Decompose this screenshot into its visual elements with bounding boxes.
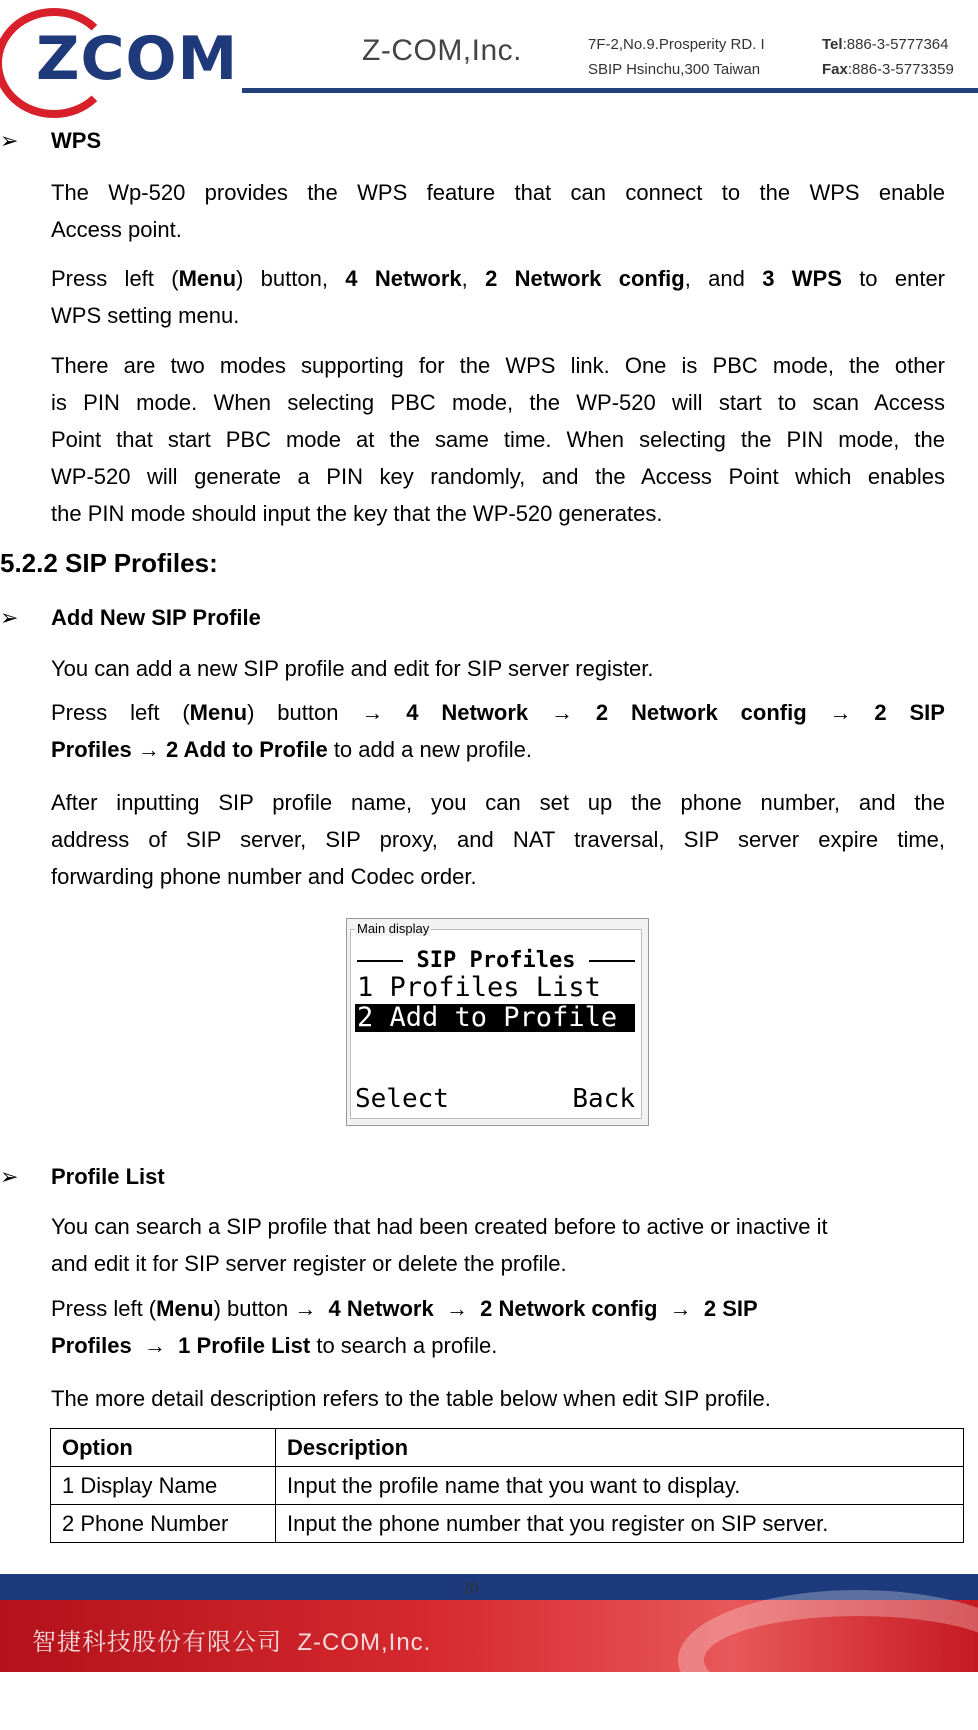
nav-profiles: Profiles bbox=[51, 737, 132, 762]
table-header-row bbox=[51, 1429, 964, 1467]
wps-nav-text: to enter bbox=[841, 266, 946, 291]
footer-company-en: Z-COM,Inc. bbox=[297, 1629, 432, 1656]
table-intro bbox=[51, 1380, 945, 1417]
wps-intro-line-2: Access point. bbox=[51, 217, 182, 242]
add-profile-heading-text: Add New SIP Profile bbox=[51, 605, 261, 630]
fax-label: Fax bbox=[822, 61, 848, 78]
table-row bbox=[51, 1467, 964, 1505]
right-arrow-icon: → bbox=[294, 1296, 317, 1321]
menu-item-add-to-profile[interactable]: 2 Add to Profile bbox=[355, 1004, 635, 1032]
right-arrow-icon: → bbox=[137, 737, 160, 762]
profile-list-heading-text: Profile List bbox=[51, 1164, 165, 1189]
description-cell: Input the profile name that you want to display. bbox=[276, 1467, 964, 1505]
bullet-arrow-icon: ➢ bbox=[0, 1164, 19, 1189]
details-line: address of SIP server, SIP proxy, and NAT traversal, SIP server expire time, bbox=[51, 827, 945, 852]
add-profile-intro-line: You can add a new SIP profile and edit for SIP server register. bbox=[51, 656, 654, 681]
nav-text: Press left ( bbox=[51, 700, 190, 725]
wps-modes-line: There are two modes supporting for the WPS link. One is PBC mode, the other bbox=[51, 353, 945, 378]
zcom-logo bbox=[0, 0, 245, 112]
right-arrow-icon: → bbox=[445, 1296, 468, 1321]
company-address bbox=[588, 32, 765, 82]
nav-text: to search a profile. bbox=[310, 1333, 498, 1358]
wps-nav-text: ) button, bbox=[236, 266, 346, 291]
wps-modes-line: Point that start PBC mode at the same time. When selecting the PIN mode, the bbox=[51, 427, 945, 452]
bullet-arrow-icon: ➢ bbox=[0, 605, 19, 630]
details-line: forwarding phone number and Codec order. bbox=[51, 864, 477, 889]
right-arrow-icon: → bbox=[829, 700, 852, 725]
table-row bbox=[51, 1505, 964, 1543]
tel-number: :886-3-5777364 bbox=[842, 36, 949, 53]
logo-text: ZCOM bbox=[36, 24, 239, 94]
footer-swoosh bbox=[678, 1590, 978, 1730]
softkey-back[interactable]: Back bbox=[572, 1084, 635, 1114]
right-arrow-icon: → bbox=[361, 700, 384, 725]
nav-add-to-profile: 2 Add to Profile bbox=[165, 737, 328, 762]
main-display-figure bbox=[346, 918, 649, 1126]
wps-nav-network: 4 Network bbox=[345, 266, 462, 291]
col-header-description: Description bbox=[276, 1429, 964, 1467]
nav-network: 4 Network bbox=[406, 700, 529, 725]
list-nav-line-1 bbox=[51, 1290, 945, 1327]
option-cell: 1 Display Name bbox=[51, 1467, 276, 1505]
wps-navigation bbox=[51, 260, 945, 334]
right-arrow-icon: → bbox=[669, 1296, 692, 1321]
nav-sip: 2 SIP bbox=[874, 700, 945, 725]
company-contact bbox=[822, 32, 954, 82]
options-table bbox=[50, 1428, 964, 1543]
softkey-select[interactable]: Select bbox=[355, 1084, 449, 1114]
lcd-title-text: SIP Profiles bbox=[416, 948, 576, 973]
wps-nav-text: , and bbox=[684, 266, 763, 291]
nav-network: 4 Network bbox=[328, 1296, 434, 1321]
nav-menu: Menu bbox=[156, 1296, 214, 1321]
footer-company bbox=[32, 1622, 431, 1657]
wps-modes-line: the PIN mode should input the key that the WP-520 generates. bbox=[51, 501, 663, 526]
company-name: Z-COM,Inc. bbox=[362, 34, 522, 67]
tel-label: Tel bbox=[822, 36, 843, 53]
right-arrow-icon: → bbox=[143, 1333, 166, 1358]
profile-list-navigation bbox=[51, 1290, 945, 1364]
address-line-2: SBIP Hsinchu,300 Taiwan bbox=[588, 61, 761, 78]
title-dash bbox=[589, 960, 635, 962]
section-title: 5.2.2 SIP Profiles: bbox=[0, 548, 218, 578]
wps-modes bbox=[51, 347, 945, 532]
nav-network-config: 2 Network config bbox=[480, 1296, 658, 1321]
right-arrow-icon: → bbox=[551, 700, 573, 725]
wps-nav-wps: 3 WPS bbox=[762, 266, 842, 291]
add-nav-line-2 bbox=[51, 731, 945, 768]
page-number: 20 bbox=[462, 1580, 478, 1597]
nav-profile-list: 1 Profile List bbox=[178, 1333, 311, 1358]
wps-modes-line: is PIN mode. When selecting PBC mode, the WP-520 will start to scan Access bbox=[51, 390, 945, 415]
lcd-screen bbox=[355, 948, 637, 1116]
table-intro-line: The more detail description refers to the table below when edit SIP profile. bbox=[51, 1386, 771, 1411]
profile-list-intro bbox=[51, 1208, 945, 1282]
address-line-1: 7F-2,No.9.Prosperity RD. I bbox=[588, 36, 765, 53]
main-display-frame bbox=[350, 929, 642, 1119]
add-nav-line-1 bbox=[51, 694, 945, 731]
page-footer bbox=[0, 1574, 978, 1672]
add-profile-details bbox=[51, 784, 945, 895]
fax-line bbox=[822, 57, 954, 82]
nav-sip: 2 SIP bbox=[703, 1296, 758, 1321]
title-dash bbox=[357, 960, 403, 962]
description-cell: Input the phone number that you register on SIP server. bbox=[276, 1505, 964, 1543]
col-header-option: Option bbox=[51, 1429, 276, 1467]
option-cell: 2 Phone Number bbox=[51, 1505, 276, 1543]
profile-list-intro-line: and edit it for SIP server register or delete the profile. bbox=[51, 1251, 567, 1276]
wps-nav-line-1 bbox=[51, 260, 945, 297]
wps-nav-text: , bbox=[461, 266, 486, 291]
list-nav-line-2 bbox=[51, 1327, 945, 1364]
bullet-arrow-icon: ➢ bbox=[0, 128, 19, 153]
menu-item-profiles-list[interactable]: 1 Profiles List bbox=[357, 972, 601, 1003]
nav-text: to add a new profile. bbox=[327, 737, 532, 762]
nav-text: ) button bbox=[247, 700, 362, 725]
wps-heading-text: WPS bbox=[51, 128, 102, 153]
wps-nav-line-2: WPS setting menu. bbox=[51, 303, 240, 328]
nav-text: Press left ( bbox=[51, 1296, 157, 1321]
display-caption: Main display bbox=[357, 921, 430, 936]
wps-nav-text: Press left ( bbox=[51, 266, 179, 291]
nav-menu: Menu bbox=[189, 700, 248, 725]
lcd-title bbox=[355, 948, 637, 974]
wps-intro bbox=[51, 174, 945, 248]
nav-network-config: 2 Network config bbox=[595, 700, 807, 725]
footer-brand-bar bbox=[0, 1600, 978, 1672]
profile-list-intro-line: You can search a SIP profile that had been created before to active or inactive it bbox=[51, 1214, 828, 1239]
page-header bbox=[0, 0, 978, 115]
fax-number: :886-3-5773359 bbox=[847, 61, 954, 78]
tel-line bbox=[822, 32, 954, 57]
wps-nav-network-config: 2 Network config bbox=[485, 266, 685, 291]
details-line: After inputting SIP profile name, you can set up the phone number, and the bbox=[51, 790, 945, 815]
wps-nav-menu: Menu bbox=[178, 266, 237, 291]
wps-modes-line: WP-520 will generate a PIN key randomly, and the Access Point which enables bbox=[51, 464, 945, 489]
wps-intro-line-1: The Wp-520 provides the WPS feature that can connect to the WPS enable bbox=[51, 180, 945, 205]
add-profile-intro bbox=[51, 650, 945, 687]
footer-company-cn: 智捷科技股份有限公司 bbox=[32, 1629, 282, 1656]
header-divider bbox=[242, 88, 978, 93]
add-profile-navigation bbox=[51, 694, 945, 768]
nav-profiles: Profiles bbox=[51, 1333, 132, 1358]
nav-text: ) button bbox=[213, 1296, 295, 1321]
